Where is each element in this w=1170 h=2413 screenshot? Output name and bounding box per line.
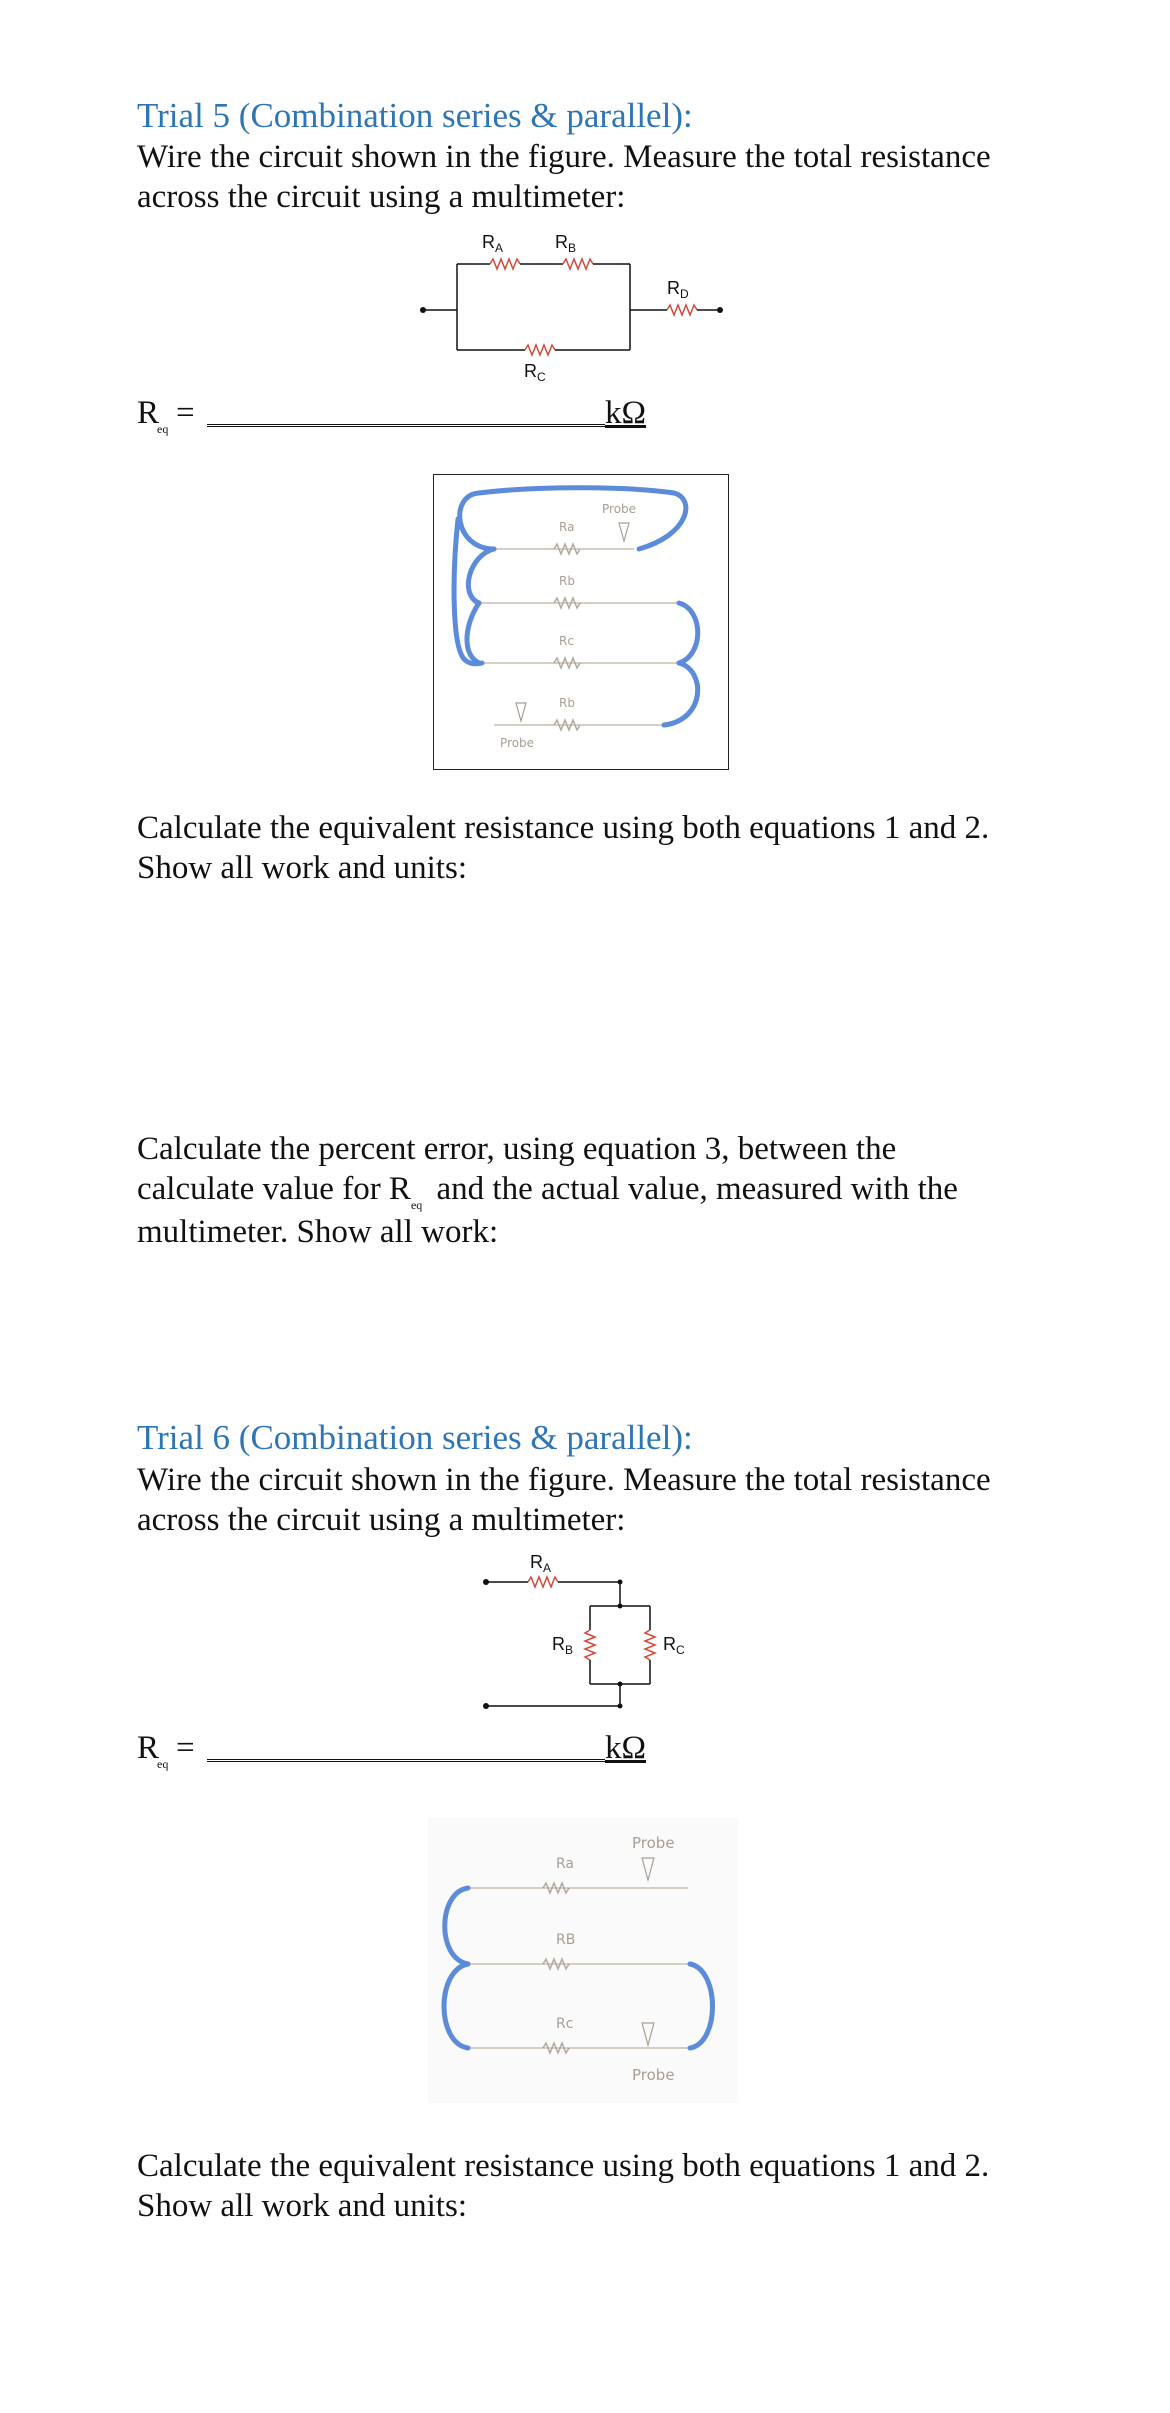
- svg-text:Probe: Probe: [632, 2066, 675, 2084]
- trial6-instructions-line2: across the circuit using a multimeter:: [137, 1502, 626, 1538]
- svg-text:Rc: Rc: [559, 634, 574, 648]
- trial6-calc-line2: Show all work and units:: [137, 2188, 467, 2224]
- resistor-a-symbol: [490, 259, 520, 269]
- trial6-req-answer-line[interactable]: [207, 1759, 605, 1762]
- trial5-calc-line2: Show all work and units:: [137, 850, 467, 886]
- svg-text:Probe: Probe: [602, 502, 637, 516]
- trial6-req-unit: kΩ: [605, 1730, 647, 1766]
- resistor-c-symbol: [645, 1630, 655, 1660]
- trial5-req-equals: =: [176, 395, 195, 431]
- trial6-breadboard-sketch: [428, 1818, 738, 2103]
- svg-text:Probe: Probe: [500, 736, 535, 750]
- trial6-instructions-line1: Wire the circuit shown in the figure. Measure the total resistance: [137, 1462, 991, 1498]
- trial6-circuit-schematic: [470, 1540, 720, 1715]
- trial5-req-unit: kΩ: [605, 395, 647, 431]
- trial5-instructions-line1: Wire the circuit shown in the figure. Measure the total resistance: [137, 139, 991, 175]
- resistor-c-symbol: [525, 345, 555, 355]
- svg-text:RB: $R_B$: [552, 1634, 574, 1657]
- svg-text:Rb: Rb: [559, 574, 575, 588]
- trial6-heading: Trial 6 (Combination series & parallel):: [137, 1418, 693, 1457]
- svg-text:Rb: Rb: [559, 696, 575, 710]
- trial5-calc-line1: Calculate the equivalent resistance using both equations 1 and 2.: [137, 810, 990, 846]
- resistor-b-symbol: [563, 259, 593, 269]
- trial5-percent-error-line3: multimeter. Show all work:: [137, 1214, 499, 1250]
- trial5-percent-error-line1: Calculate the percent error, using equation 3, between the: [137, 1131, 897, 1167]
- trial5-req-label: $R_{eq}$: [137, 395, 169, 436]
- svg-text:RC: $R_C$: [524, 361, 546, 384]
- trial5-heading: Trial 5 (Combination series & parallel):: [137, 96, 693, 135]
- resistor-b-symbol: [585, 1630, 595, 1660]
- trial6-calc-line1: Calculate the equivalent resistance using both equations 1 and 2.: [137, 2148, 990, 2184]
- svg-text:RB: $R_B$: [555, 232, 577, 255]
- trial5-breadboard-sketch: [433, 474, 729, 770]
- trial5-percent-error-line2: calculate value for $R_{eq}$ and the actual value, measured with the: [137, 1171, 958, 1212]
- trial6-req-label: $R_{eq}$: [137, 1730, 169, 1771]
- trial6-req-equals: =: [176, 1730, 195, 1766]
- trial5-req-answer-line[interactable]: [207, 424, 605, 427]
- resistor-d-symbol: [667, 305, 697, 315]
- svg-text:Ra: Ra: [556, 1856, 574, 1872]
- svg-text:RC: $R_C$: [663, 1634, 685, 1657]
- svg-text:Ra: Ra: [559, 520, 575, 534]
- resistor-a-symbol: [528, 1577, 558, 1587]
- svg-text:RD: $R_D$: [667, 278, 689, 301]
- svg-text:Probe: Probe: [632, 1834, 675, 1852]
- trial5-instructions-line2: across the circuit using a multimeter:: [137, 179, 626, 215]
- svg-text:RA: $R_A$: [530, 1552, 552, 1575]
- svg-text:RA: $R_A$: [482, 232, 504, 255]
- svg-text:RB: RB: [556, 1932, 576, 1948]
- trial5-circuit-schematic: [415, 226, 745, 391]
- svg-text:Rc: Rc: [556, 2016, 574, 2032]
